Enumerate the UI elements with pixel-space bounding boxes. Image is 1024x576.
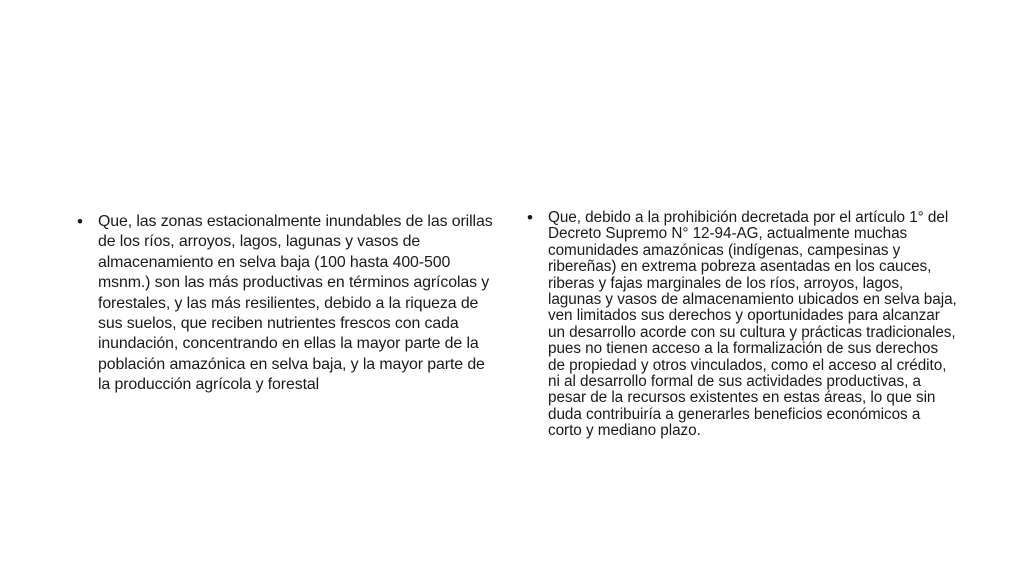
left-bullet-text: Que, las zonas estacionalmente inundables de las orillas de los ríos, arroyos, lagos, lagunas y vasos de almacenamiento en selva baja (100 hasta 400-500 msnm.) son las más productivas en términos agrícolas y forestales, y las más resilientes, debido a la riqueza de sus suelos, que reciben nutrientes frescos con cada inundación, concentrando en ellas la mayor parte de la población amazónica en selva baja, y la mayor parte de la producción agrícola y forestal (98, 213, 493, 394)
bullet-point-icon: • (77, 212, 83, 231)
bullet-point-icon: • (527, 208, 533, 227)
right-bullet-list (527, 210, 957, 440)
right-bullet-item (527, 210, 957, 440)
left-bullet-list (77, 212, 497, 396)
left-bullet-item (77, 212, 497, 396)
right-bullet-text: Que, debido a la prohibición decretada por el artículo 1° del Decreto Supremo N° 12-94-AG, actualmente muchas comunidades amazónicas (indígenas, campesinas y ribereñas) en extrema pobreza asentadas en los cauces, riberas y fajas marginales de los ríos, arroyos, lagos, lagunas y vasos de almacenamiento ubicados en selva baja, ven limitados sus derechos y oportunidades para alcanzar un desarrollo acorde con su cultura y prácticas tradicionales, pues no tienen acceso a la formalización de sus derechos de propiedad y otros vinculados, como el acceso al crédito, ni al desarrollo formal de sus actividades productivas, a pesar de la recursos existentes en estas áreas, lo que sin duda contribuiría a generarles beneficios económicos a corto y mediano plazo. (548, 209, 957, 440)
